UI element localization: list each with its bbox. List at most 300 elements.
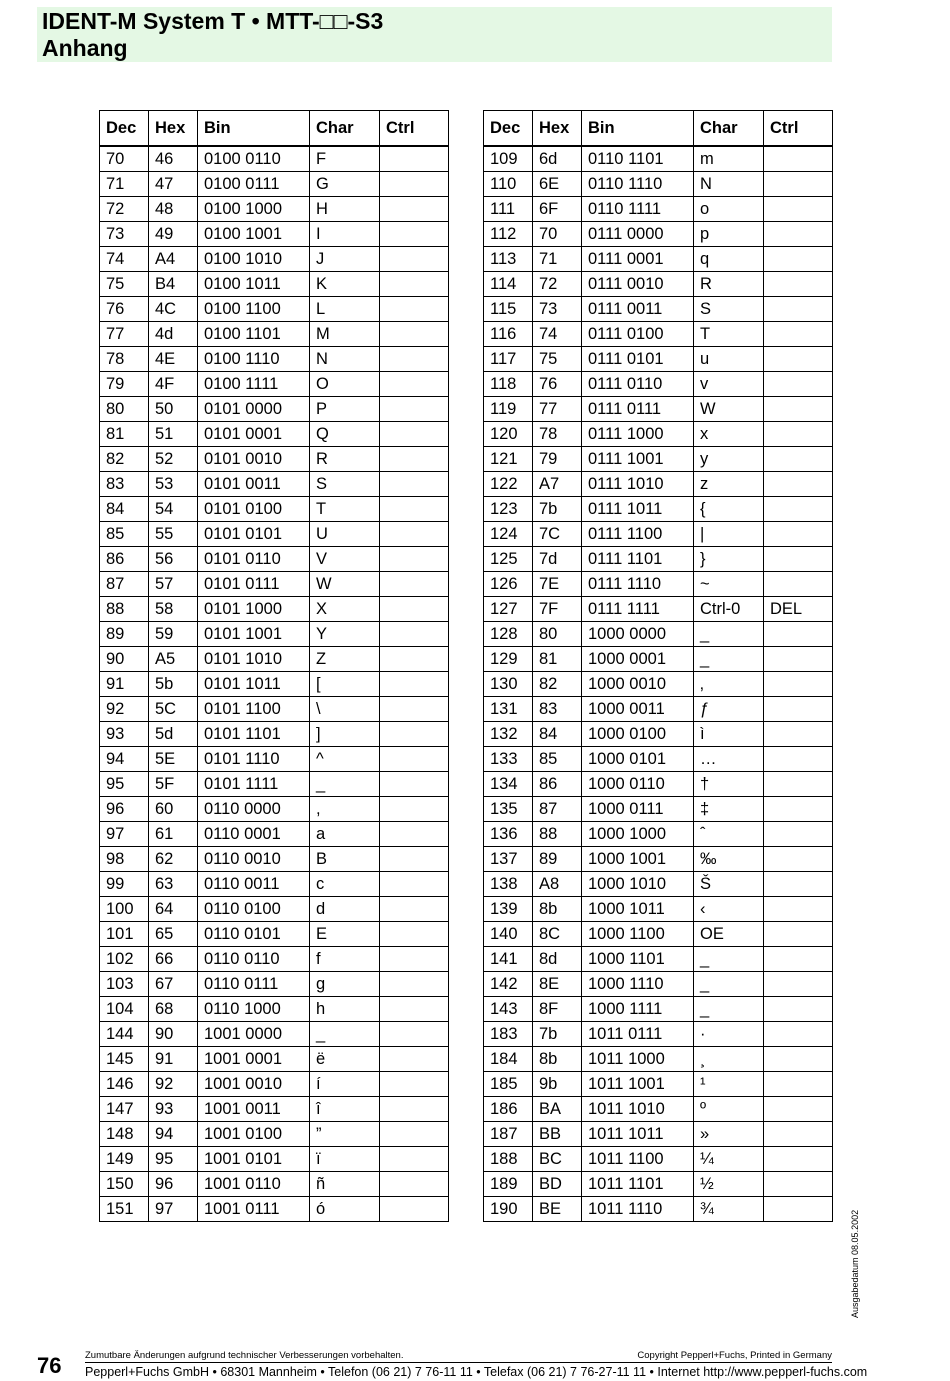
cell-char: F (310, 146, 380, 172)
cell-hex: 62 (149, 847, 198, 872)
table-row (484, 397, 833, 422)
cell-hex: A5 (149, 647, 198, 672)
cell-bin: 1011 1011 (582, 1122, 694, 1147)
cell-char: _ (310, 1022, 380, 1047)
cell-ctrl (764, 922, 833, 947)
cell-dec: 81 (100, 422, 149, 447)
cell-bin: 1000 1011 (582, 897, 694, 922)
page-header (37, 7, 832, 62)
cell-dec: 96 (100, 797, 149, 822)
cell-bin: 0110 1111 (582, 197, 694, 222)
table-row (100, 522, 449, 547)
table-row (484, 1197, 833, 1222)
cell-char: v (694, 372, 764, 397)
cell-hex: 54 (149, 497, 198, 522)
cell-char: } (694, 547, 764, 572)
cell-bin: 1000 1001 (582, 847, 694, 872)
cell-char: T (694, 322, 764, 347)
cell-dec: 126 (484, 572, 533, 597)
cell-hex: 49 (149, 222, 198, 247)
cell-bin: 1001 0001 (198, 1047, 310, 1072)
cell-bin: 1000 0011 (582, 697, 694, 722)
cell-hex: 60 (149, 797, 198, 822)
cell-bin: 1001 0011 (198, 1097, 310, 1122)
cell-char: N (694, 172, 764, 197)
cell-char: ~ (694, 572, 764, 597)
cell-dec: 76 (100, 297, 149, 322)
table-row (484, 522, 833, 547)
cell-char: ó (310, 1197, 380, 1222)
cell-char: Š (694, 872, 764, 897)
cell-bin: 0100 0110 (198, 146, 310, 172)
cell-ctrl (764, 197, 833, 222)
cell-ctrl (764, 547, 833, 572)
ascii-table-right (483, 110, 833, 1222)
cell-bin: 0111 0110 (582, 372, 694, 397)
cell-ctrl (764, 497, 833, 522)
cell-char: ¼ (694, 1147, 764, 1172)
cell-char: _ (694, 997, 764, 1022)
cell-bin: 1000 0110 (582, 772, 694, 797)
cell-char: ¾ (694, 1197, 764, 1222)
table-row (100, 597, 449, 622)
cell-ctrl (764, 747, 833, 772)
cell-char: ½ (694, 1172, 764, 1197)
cell-dec: 141 (484, 947, 533, 972)
cell-hex: 72 (533, 272, 582, 297)
cell-ctrl (764, 372, 833, 397)
table-row (100, 1047, 449, 1072)
cell-bin: 0110 0010 (198, 847, 310, 872)
footer-address: Pepperl+Fuchs GmbH • 68301 Mannheim • Telefon (06 21) 7 76-11 11 • Telefax (06 21) 7 76-27-11 11 • Internet http://www.pepperl-fuchs.com (85, 1365, 868, 1379)
cell-dec: 93 (100, 722, 149, 747)
cell-hex: 7b (533, 497, 582, 522)
table-row (100, 197, 449, 222)
cell-ctrl (764, 247, 833, 272)
cell-char: \ (310, 697, 380, 722)
cell-hex: 55 (149, 522, 198, 547)
cell-hex: 5d (149, 722, 198, 747)
cell-dec: 114 (484, 272, 533, 297)
cell-hex: 53 (149, 472, 198, 497)
cell-char: ¹ (694, 1072, 764, 1097)
cell-hex: 8d (533, 947, 582, 972)
cell-char: º (694, 1097, 764, 1122)
cell-ctrl (380, 897, 449, 922)
cell-dec: 85 (100, 522, 149, 547)
cell-dec: 131 (484, 697, 533, 722)
cell-hex: 8C (533, 922, 582, 947)
cell-dec: 110 (484, 172, 533, 197)
cell-char: ¸ (694, 1047, 764, 1072)
table-row (100, 672, 449, 697)
cell-char: _ (694, 972, 764, 997)
cell-dec: 190 (484, 1197, 533, 1222)
cell-dec: 103 (100, 972, 149, 997)
table-row (484, 472, 833, 497)
cell-char: p (694, 222, 764, 247)
cell-bin: 0110 0110 (198, 947, 310, 972)
cell-ctrl (764, 572, 833, 597)
cell-char: [ (310, 672, 380, 697)
cell-bin: 0101 1011 (198, 672, 310, 697)
cell-hex: 74 (533, 322, 582, 347)
cell-bin: 1001 0110 (198, 1172, 310, 1197)
cell-hex: 68 (149, 997, 198, 1022)
cell-bin: 1001 0010 (198, 1072, 310, 1097)
cell-bin: 0111 1110 (582, 572, 694, 597)
cell-bin: 0111 1010 (582, 472, 694, 497)
cell-hex: 81 (533, 647, 582, 672)
table-row (100, 722, 449, 747)
cell-char: ë (310, 1047, 380, 1072)
cell-ctrl (764, 1072, 833, 1097)
table-row (484, 497, 833, 522)
cell-hex: 86 (533, 772, 582, 797)
column-header-ctrl: Ctrl (764, 111, 833, 147)
cell-ctrl (764, 522, 833, 547)
column-header-bin: Bin (198, 111, 310, 147)
cell-dec: 127 (484, 597, 533, 622)
cell-hex: 92 (149, 1072, 198, 1097)
cell-char: ñ (310, 1172, 380, 1197)
cell-char: _ (694, 947, 764, 972)
table-row (100, 847, 449, 872)
cell-bin: 0101 0101 (198, 522, 310, 547)
cell-dec: 128 (484, 622, 533, 647)
cell-bin: 0101 0010 (198, 447, 310, 472)
table-row (484, 547, 833, 572)
cell-bin: 1000 0000 (582, 622, 694, 647)
cell-ctrl (380, 722, 449, 747)
cell-ctrl (764, 347, 833, 372)
cell-hex: 7b (533, 1022, 582, 1047)
cell-dec: 80 (100, 397, 149, 422)
table-row (484, 1172, 833, 1197)
cell-char: a (310, 822, 380, 847)
cell-ctrl (764, 972, 833, 997)
footer-disclaimer: Zumutbare Änderungen aufgrund technischer Verbesserungen vorbehalten. (85, 1350, 404, 1361)
cell-dec: 189 (484, 1172, 533, 1197)
cell-bin: 0100 1000 (198, 197, 310, 222)
cell-hex: 65 (149, 922, 198, 947)
cell-hex: 48 (149, 197, 198, 222)
table-row (100, 1122, 449, 1147)
table-row (484, 872, 833, 897)
cell-ctrl (380, 797, 449, 822)
cell-dec: 121 (484, 447, 533, 472)
cell-hex: 71 (533, 247, 582, 272)
table-row (484, 172, 833, 197)
cell-bin: 0100 1110 (198, 347, 310, 372)
cell-dec: 101 (100, 922, 149, 947)
cell-char: ” (310, 1122, 380, 1147)
cell-hex: 4E (149, 347, 198, 372)
cell-dec: 129 (484, 647, 533, 672)
cell-ctrl (380, 222, 449, 247)
cell-dec: 115 (484, 297, 533, 322)
cell-char: x (694, 422, 764, 447)
cell-bin: 0111 1111 (582, 597, 694, 622)
cell-char: W (694, 397, 764, 422)
cell-bin: 1000 0001 (582, 647, 694, 672)
cell-dec: 73 (100, 222, 149, 247)
cell-char: { (694, 497, 764, 522)
table-row (100, 547, 449, 572)
cell-bin: 0111 1101 (582, 547, 694, 572)
table-row (484, 572, 833, 597)
cell-hex: 4F (149, 372, 198, 397)
cell-char: G (310, 172, 380, 197)
cell-hex: 70 (533, 222, 582, 247)
cell-dec: 91 (100, 672, 149, 697)
cell-bin: 0111 1100 (582, 522, 694, 547)
cell-bin: 0100 1011 (198, 272, 310, 297)
cell-ctrl (764, 1197, 833, 1222)
cell-ctrl (380, 747, 449, 772)
cell-dec: 99 (100, 872, 149, 897)
cell-ctrl (764, 272, 833, 297)
table-row (484, 747, 833, 772)
cell-char: q (694, 247, 764, 272)
cell-bin: 0101 1010 (198, 647, 310, 672)
cell-dec: 118 (484, 372, 533, 397)
cell-ctrl (380, 822, 449, 847)
cell-dec: 77 (100, 322, 149, 347)
cell-ctrl (764, 1122, 833, 1147)
cell-bin: 1000 0100 (582, 722, 694, 747)
cell-bin: 0101 0111 (198, 572, 310, 597)
cell-dec: 98 (100, 847, 149, 872)
table-row (484, 722, 833, 747)
cell-char: J (310, 247, 380, 272)
cell-hex: BC (533, 1147, 582, 1172)
table-row (484, 622, 833, 647)
cell-hex: 78 (533, 422, 582, 447)
table-row (484, 672, 833, 697)
table-row (100, 397, 449, 422)
cell-ctrl (380, 297, 449, 322)
cell-dec: 143 (484, 997, 533, 1022)
column-header-ctrl: Ctrl (380, 111, 449, 147)
cell-hex: 7E (533, 572, 582, 597)
cell-bin: 1000 1110 (582, 972, 694, 997)
cell-hex: 87 (533, 797, 582, 822)
cell-hex: 91 (149, 1047, 198, 1072)
table-row (484, 822, 833, 847)
cell-bin: 0110 0101 (198, 922, 310, 947)
cell-dec: 133 (484, 747, 533, 772)
cell-bin: 0101 1100 (198, 697, 310, 722)
cell-bin: 0101 1110 (198, 747, 310, 772)
cell-dec: 102 (100, 947, 149, 972)
cell-bin: 0111 0000 (582, 222, 694, 247)
cell-hex: 5b (149, 672, 198, 697)
cell-bin: 1001 0101 (198, 1147, 310, 1172)
cell-char: H (310, 197, 380, 222)
cell-char: V (310, 547, 380, 572)
table-row (484, 372, 833, 397)
table-row (484, 322, 833, 347)
cell-ctrl (764, 1047, 833, 1072)
table-row (100, 922, 449, 947)
cell-ctrl (764, 1172, 833, 1197)
cell-char: OE (694, 922, 764, 947)
cell-dec: 109 (484, 146, 533, 172)
cell-hex: 4d (149, 322, 198, 347)
cell-hex: 77 (533, 397, 582, 422)
cell-bin: 1000 0101 (582, 747, 694, 772)
cell-dec: 116 (484, 322, 533, 347)
page-number: 76 (37, 1353, 62, 1378)
cell-hex: 88 (533, 822, 582, 847)
cell-bin: 0110 0100 (198, 897, 310, 922)
cell-ctrl (380, 397, 449, 422)
cell-ctrl (764, 722, 833, 747)
cell-dec: 123 (484, 497, 533, 522)
cell-hex: 6F (533, 197, 582, 222)
cell-char: N (310, 347, 380, 372)
cell-bin: 0101 1101 (198, 722, 310, 747)
table-row (100, 472, 449, 497)
cell-bin: 0111 0010 (582, 272, 694, 297)
cell-char: ‡ (694, 797, 764, 822)
table-row (100, 297, 449, 322)
cell-dec: 87 (100, 572, 149, 597)
cell-ctrl (764, 222, 833, 247)
cell-hex: 7C (533, 522, 582, 547)
cell-hex: 8E (533, 972, 582, 997)
table-row (100, 697, 449, 722)
cell-dec: 111 (484, 197, 533, 222)
table-row (484, 247, 833, 272)
cell-bin: 0100 1010 (198, 247, 310, 272)
ascii-table-left (99, 110, 449, 1222)
footer-divider (85, 1362, 832, 1363)
cell-ctrl (380, 947, 449, 972)
cell-bin: 0101 0011 (198, 472, 310, 497)
cell-hex: 90 (149, 1022, 198, 1047)
cell-ctrl (380, 922, 449, 947)
table-row (484, 146, 833, 172)
cell-hex: BA (533, 1097, 582, 1122)
cell-ctrl (380, 146, 449, 172)
cell-ctrl (764, 847, 833, 872)
cell-ctrl (380, 1122, 449, 1147)
cell-char: T (310, 497, 380, 522)
cell-dec: 134 (484, 772, 533, 797)
column-header-dec: Dec (484, 111, 533, 147)
table-row (484, 1097, 833, 1122)
cell-ctrl (764, 672, 833, 697)
cell-bin: 1000 1100 (582, 922, 694, 947)
table-row (484, 997, 833, 1022)
cell-hex: 50 (149, 397, 198, 422)
cell-hex: BD (533, 1172, 582, 1197)
table-row (484, 847, 833, 872)
cell-bin: 0101 0110 (198, 547, 310, 572)
table-row (484, 972, 833, 997)
cell-char: o (694, 197, 764, 222)
cell-ctrl (380, 997, 449, 1022)
cell-ctrl (764, 872, 833, 897)
cell-hex: 59 (149, 622, 198, 647)
cell-bin: 0111 0111 (582, 397, 694, 422)
cell-hex: 8b (533, 897, 582, 922)
cell-dec: 187 (484, 1122, 533, 1147)
cell-dec: 71 (100, 172, 149, 197)
cell-dec: 140 (484, 922, 533, 947)
cell-dec: 88 (100, 597, 149, 622)
cell-ctrl (380, 1072, 449, 1097)
cell-dec: 142 (484, 972, 533, 997)
cell-ctrl (380, 522, 449, 547)
cell-char: † (694, 772, 764, 797)
cell-char: h (310, 997, 380, 1022)
cell-ctrl (380, 172, 449, 197)
cell-ctrl (380, 597, 449, 622)
table-row (484, 1047, 833, 1072)
table-row (484, 422, 833, 447)
cell-char: ï (310, 1147, 380, 1172)
cell-char: î (310, 1097, 380, 1122)
cell-hex: 75 (533, 347, 582, 372)
cell-char: ˆ (694, 822, 764, 847)
table-header-row (484, 111, 833, 147)
cell-bin: 1011 1101 (582, 1172, 694, 1197)
cell-dec: 119 (484, 397, 533, 422)
cell-dec: 82 (100, 447, 149, 472)
cell-bin: 0111 0100 (582, 322, 694, 347)
cell-dec: 79 (100, 372, 149, 397)
table-row (484, 197, 833, 222)
table-row (100, 997, 449, 1022)
cell-hex: 4C (149, 297, 198, 322)
table-row (484, 922, 833, 947)
cell-dec: 86 (100, 547, 149, 572)
cell-dec: 90 (100, 647, 149, 672)
cell-dec: 117 (484, 347, 533, 372)
cell-char: z (694, 472, 764, 497)
cell-char: Z (310, 647, 380, 672)
cell-hex: 5E (149, 747, 198, 772)
cell-char: ‚ (694, 672, 764, 697)
cell-ctrl (380, 497, 449, 522)
cell-hex: 64 (149, 897, 198, 922)
table-row (484, 1072, 833, 1097)
cell-ctrl (764, 397, 833, 422)
cell-ctrl (380, 472, 449, 497)
cell-dec: 130 (484, 672, 533, 697)
cell-dec: 95 (100, 772, 149, 797)
cell-ctrl (380, 272, 449, 297)
cell-bin: 0100 1111 (198, 372, 310, 397)
cell-hex: 79 (533, 447, 582, 472)
cell-hex: 58 (149, 597, 198, 622)
cell-bin: 0110 0011 (198, 872, 310, 897)
cell-ctrl (380, 697, 449, 722)
cell-char: S (310, 472, 380, 497)
cell-dec: 135 (484, 797, 533, 822)
column-header-hex: Hex (533, 111, 582, 147)
cell-bin: 1000 1010 (582, 872, 694, 897)
cell-bin: 0101 0001 (198, 422, 310, 447)
cell-char: R (694, 272, 764, 297)
cell-bin: 1011 1110 (582, 1197, 694, 1222)
table-row (100, 347, 449, 372)
cell-dec: 120 (484, 422, 533, 447)
cell-char: _ (694, 647, 764, 672)
